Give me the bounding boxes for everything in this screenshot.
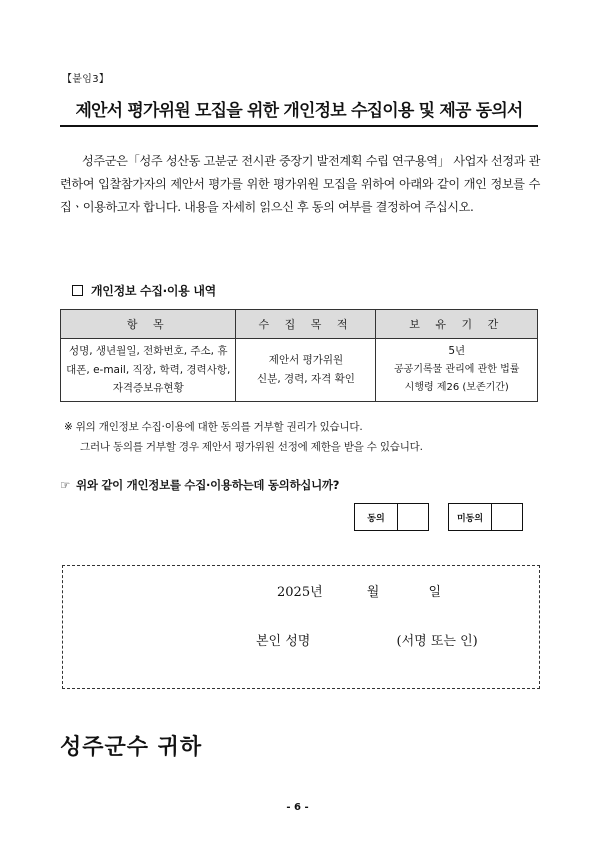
section-heading-text: 개인정보 수집·이용 내역 bbox=[91, 284, 216, 298]
name-line bbox=[256, 630, 478, 649]
date-line bbox=[277, 581, 441, 600]
date-month: 월 bbox=[366, 585, 380, 600]
purpose-line-1: 제안서 평가위원 bbox=[268, 354, 344, 367]
addressee: 성주군수 귀하 bbox=[60, 734, 203, 760]
personal-info-table bbox=[60, 309, 538, 402]
agree-box bbox=[354, 503, 429, 531]
table-header-row bbox=[61, 310, 538, 339]
consent-question-text: 위와 같이 개인정보를 수집·이용하는데 동의하십니까? bbox=[76, 478, 340, 492]
cell-purpose bbox=[236, 339, 376, 402]
agree-label: 동의 bbox=[355, 504, 398, 530]
header-purpose: 수 집 목 적 bbox=[236, 310, 376, 339]
name-label: 본인 성명 bbox=[256, 634, 311, 649]
notice bbox=[64, 417, 423, 457]
disagree-label: 미동의 bbox=[449, 504, 492, 530]
page-number: - 6 - bbox=[286, 802, 309, 813]
cell-items: 성명, 생년월일, 전화번호, 주소, 휴대폰, e-mail, 직장, 학력, 경력사항, 자격증보유현황 bbox=[61, 339, 236, 402]
pointing-hand-icon: ☞ bbox=[60, 478, 71, 492]
intro-text: 성주군은「성주 성산동 고분군 전시관 중장기 발전계획 수립 연구용역」 사업자 선정과 관련하여 입찰참가자의 제안서 평가를 위한 평가위원 모집을 위하여 아래와 같이 개인 정보를 수집ㆍ이용하고자 합니다. 내용을 자세히 읽으신 후 동의 여부를 결정하여 주십시오. bbox=[60, 154, 540, 214]
date-day: 일 bbox=[428, 585, 442, 600]
date-year: 2025년 bbox=[277, 585, 323, 600]
header-items: 항 목 bbox=[61, 310, 236, 339]
intro-paragraph bbox=[60, 150, 540, 219]
cell-period bbox=[376, 339, 538, 402]
consent-question bbox=[60, 477, 339, 493]
signature-hint: (서명 또는 인) bbox=[396, 634, 478, 649]
title-underline bbox=[60, 125, 538, 127]
attachment-label: 【붙임3】 bbox=[62, 74, 110, 85]
document-title: 제안서 평가위원 모집을 위한 개인정보 수집이용 및 제공 동의서 bbox=[75, 101, 523, 121]
period-line-3: 시행령 제26 (보존기간) bbox=[404, 382, 509, 393]
period-line-1: 5년 bbox=[448, 345, 466, 357]
notice-line-2: 그러나 동의를 거부할 경우 제안서 평가위원 선정에 제한을 받을 수 있습니다. bbox=[80, 441, 423, 453]
signature-box bbox=[62, 565, 540, 689]
agree-checkbox[interactable] bbox=[398, 504, 428, 530]
disagree-checkbox[interactable] bbox=[492, 504, 522, 530]
section-heading bbox=[72, 282, 216, 299]
purpose-line-2: 신분, 경력, 자격 확인 bbox=[257, 372, 355, 385]
period-line-2: 공공기록물 관리에 관한 법률 bbox=[394, 363, 520, 375]
notice-line-1: ※ 위의 개인정보 수집·이용에 대한 동의를 거부할 권리가 있습니다. bbox=[64, 421, 363, 433]
header-period: 보 유 기 간 bbox=[376, 310, 538, 339]
disagree-box bbox=[448, 503, 523, 531]
checkbox-square-icon bbox=[72, 285, 83, 296]
table-row bbox=[61, 339, 538, 402]
